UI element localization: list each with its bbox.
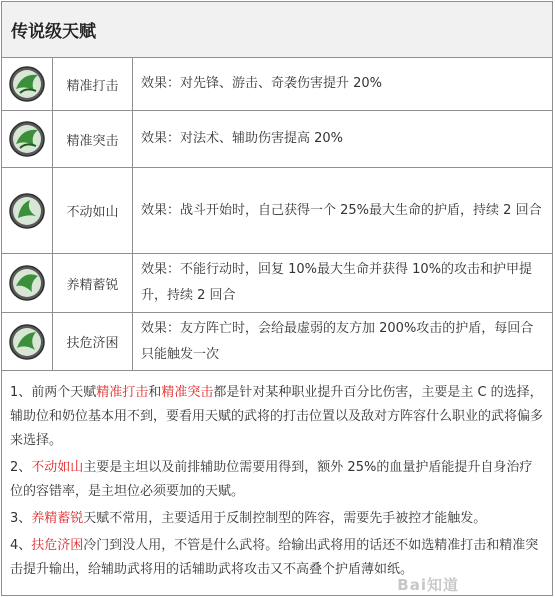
talent-table xyxy=(1,1,553,596)
talent-row xyxy=(2,111,552,168)
talent-row xyxy=(2,168,552,254)
note-text: 4、 xyxy=(10,538,32,553)
talent-effect: 效果：友方阵亡时，会给最虚弱的友方加 200%攻击的护盾，每回合只能触发一次 xyxy=(141,320,534,362)
note-text: 3、 xyxy=(10,511,32,526)
note-item xyxy=(10,381,544,453)
table-title: 传说级天赋 xyxy=(11,22,96,42)
note-item xyxy=(10,507,544,531)
note-text: 和 xyxy=(148,385,162,400)
talent-row xyxy=(2,313,552,371)
talent-emblem-icon xyxy=(2,168,53,253)
talent-name: 扶危济困 xyxy=(53,313,133,370)
table-title-row xyxy=(2,2,552,58)
talent-emblem-icon xyxy=(2,111,53,167)
talent-row xyxy=(2,254,552,313)
note-text: 冷门到没人用，不管是什么武将。给输出武将用的话还不如选精准打击和精准突击提升输出，给辅助武将用的话辅助武将攻击又不高叠个护盾薄如纸。 xyxy=(10,538,539,577)
note-highlight: 扶危济困 xyxy=(31,538,84,553)
note-text: 1、前两个天赋 xyxy=(10,385,97,400)
talent-name: 精准突击 xyxy=(53,111,133,167)
talent-name: 精准打击 xyxy=(53,58,133,110)
note-text: 天赋不常用，主要适用于反制控制型的阵容，需要先手被控才能触发。 xyxy=(83,511,487,526)
talent-emblem-icon xyxy=(2,254,53,312)
talent-emblem-icon xyxy=(2,313,53,370)
note-text: 都是针对某种职业提升百分比伤害，主要是主 C 的选择，辅助位和奶位基本用不到，要看用天赋的武将的打击位置以及敌对方阵容什么职业的武将偏多来选择。 xyxy=(10,385,544,448)
talent-effect: 效果：对先锋、游击、奇袭伤害提升 20% xyxy=(141,76,383,91)
note-text: 2、 xyxy=(10,460,32,475)
talent-name: 养精蓄锐 xyxy=(53,254,133,312)
talent-name: 不动如山 xyxy=(53,168,133,253)
note-highlight: 不动如山 xyxy=(31,460,84,475)
watermark: Bai知道 xyxy=(397,576,459,594)
note-item xyxy=(10,534,544,582)
note-highlight: 精准突击 xyxy=(161,385,214,400)
talent-effect: 效果：对法术、辅助伤害提高 20% xyxy=(141,131,344,146)
talent-row xyxy=(2,58,552,111)
note-text: 主要是主坦以及前排辅助位需要用得到，额外 25%的血量护盾能提升自身治疗位的容错率，是主坦位必须要加的天赋。 xyxy=(10,460,533,499)
talent-emblem-icon xyxy=(2,58,53,110)
note-highlight: 养精蓄锐 xyxy=(31,511,84,526)
talent-effect: 效果：战斗开始时，自己获得一个 25%最大生命的护盾，持续 2 回合 xyxy=(141,202,542,218)
notes-section xyxy=(2,371,552,582)
talent-effect: 效果：不能行动时，回复 10%最大生命并获得 10%的攻击和护甲提升，持续 2 回合 xyxy=(141,262,533,303)
note-highlight: 精准打击 xyxy=(96,385,149,400)
note-item xyxy=(10,456,544,504)
